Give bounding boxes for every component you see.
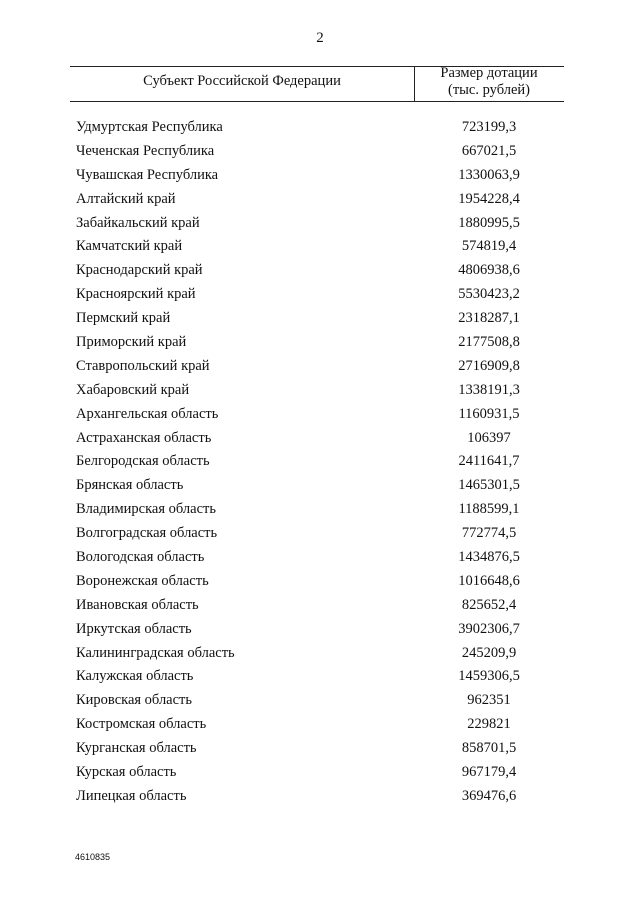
subsidy-amount: 858701,5 [461,740,517,757]
subsidy-amount: 1016648,6 [458,572,520,589]
subject-name: Брянская область [76,477,184,494]
subsidy-amount: 1434876,5 [458,549,520,566]
subsidy-amount: 4806938,6 [458,262,520,279]
subsidy-amount: 967179,4 [461,764,517,781]
subsidy-amount: 5530423,2 [458,286,520,303]
table-body [0,116,640,809]
subject-name: Чувашская Республика [76,166,219,183]
table-row [0,737,640,761]
table-row [0,235,640,259]
subject-name: Краснодарский край [76,262,203,279]
subject-name: Красноярский край [76,286,196,303]
table-row [0,761,640,785]
table-row [0,665,640,689]
subsidy-amount: 106397 [467,429,511,446]
table-row [0,188,640,212]
subsidy-amount: 667021,5 [461,142,517,159]
table-header-bottom-rule [70,101,564,102]
subject-name: Хабаровский край [76,381,190,398]
subsidy-amount: 772774,5 [461,525,517,542]
subsidy-amount: 245209,9 [461,644,517,661]
subject-name: Архангельская область [76,405,219,422]
subsidy-amount: 229821 [467,716,511,733]
subject-name: Чеченская Республика [76,142,215,159]
table-row [0,212,640,236]
subsidy-amount: 2716909,8 [458,357,520,374]
subject-name: Курганская область [76,740,197,757]
subsidy-amount: 1954228,4 [458,190,520,207]
subsidy-amount: 962351 [467,692,511,709]
subject-name: Ставропольский край [76,357,210,374]
subsidy-amount: 1459306,5 [458,668,520,685]
subject-name: Костромская область [76,716,207,733]
subject-name: Удмуртская Республика [76,119,223,135]
table-row [0,379,640,403]
subsidy-amount: 2318287,1 [458,310,520,327]
subject-name: Забайкальский край [76,214,200,231]
subject-name: Ивановская область [76,596,199,613]
subject-name: Вологодская область [76,549,205,566]
table-row [0,283,640,307]
table-row [0,355,640,379]
table-row [0,474,640,498]
column-header-amount-line2: (тыс. рублей) [448,82,530,98]
subject-name: Владимирская область [76,501,216,518]
subsidy-amount: 1188599,1 [458,501,520,518]
subject-name: Курская область [76,764,177,781]
subject-name: Иркутская область [76,620,192,637]
table-row [0,331,640,355]
subsidy-amount: 3902306,7 [458,620,520,637]
table-row [0,713,640,737]
column-header-amount-line1: Размер дотации [440,65,538,81]
subsidy-amount: 574819,4 [461,238,517,255]
table-row [0,259,640,283]
document-code: 4610835 [75,852,111,862]
subsidy-amount: 1465301,5 [458,477,520,494]
subject-name: Кировская область [76,692,193,709]
subsidy-amount: 1160931,5 [458,405,520,422]
table-row [0,140,640,164]
subject-name: Калужская область [76,668,194,685]
subsidy-amount: 825652,4 [461,596,517,613]
table-row [0,450,640,474]
table-row [0,570,640,594]
table-row [0,498,640,522]
subject-name: Камчатский край [76,238,183,255]
column-header-amount [414,65,564,99]
subsidy-amount: 1330063,9 [458,166,520,183]
table-row [0,785,640,809]
subsidy-amount: 369476,6 [461,787,517,804]
subsidy-amount: 1338191,3 [458,381,520,398]
subsidy-amount: 723199,3 [461,119,517,135]
table-row [0,116,640,140]
table-row [0,618,640,642]
table-row [0,307,640,331]
table-row [0,689,640,713]
table-row [0,522,640,546]
subject-name: Липецкая область [76,787,187,804]
table-row [0,403,640,427]
column-header-subject: Субъект Российской Федерации [143,73,341,89]
page-number: 2 [316,30,324,46]
subsidy-amount: 2177508,8 [458,334,520,351]
table-row [0,642,640,666]
subject-name: Астраханская область [76,429,212,446]
table-row [0,594,640,618]
subject-name: Волгоградская область [76,525,218,542]
subject-name: Воронежская область [76,572,209,589]
table-row [0,546,640,570]
table-row [0,164,640,188]
subsidy-amount: 2411641,7 [458,453,520,470]
subject-name: Пермский край [76,310,171,327]
subject-name: Алтайский край [76,190,176,207]
table-row [0,427,640,451]
subsidy-amount: 1880995,5 [458,214,520,231]
subject-name: Белгородская область [76,453,210,470]
subject-name: Калининградская область [76,644,235,661]
subject-name: Приморский край [76,334,187,351]
